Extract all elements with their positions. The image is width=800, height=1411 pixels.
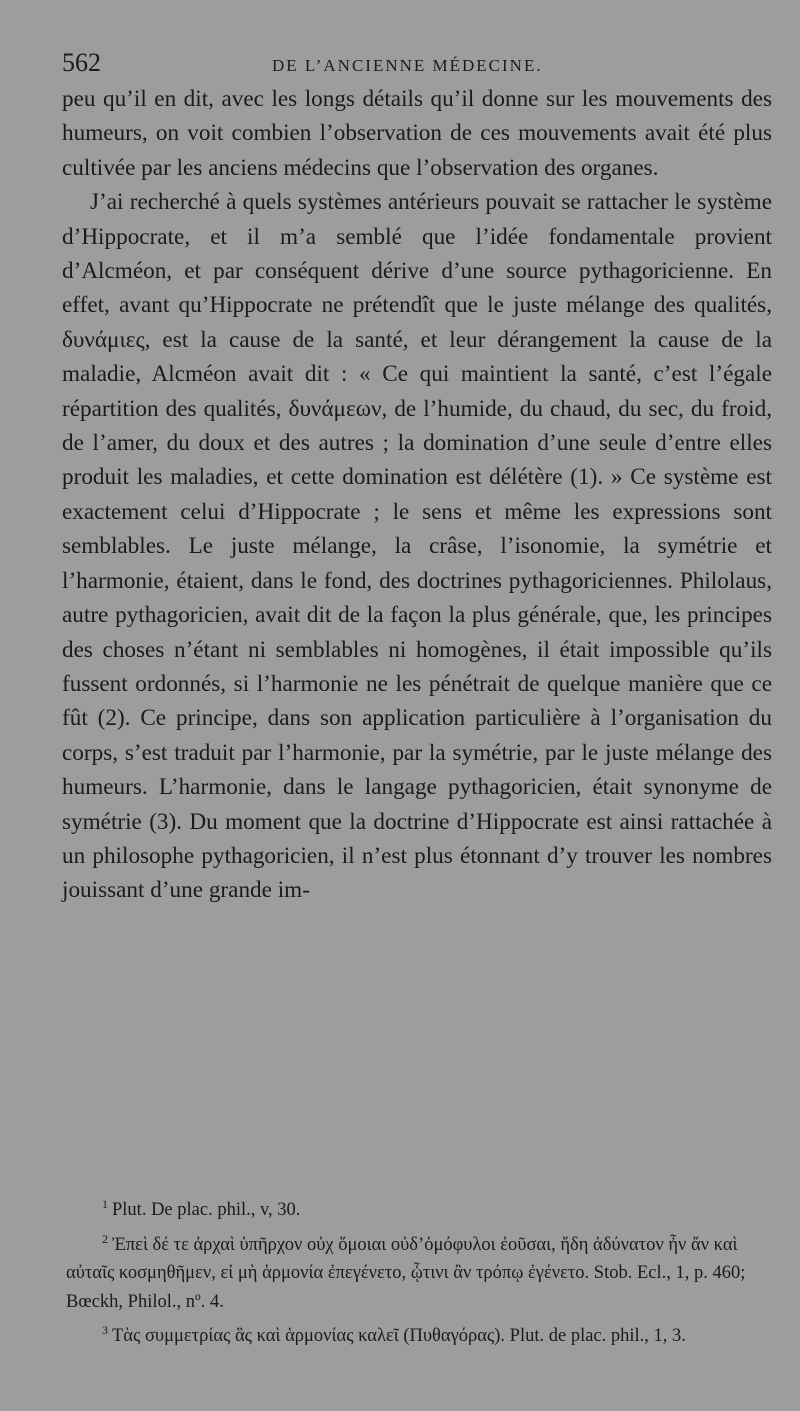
running-title: DE L’ANCIENNE MÉDECINE. [272, 56, 543, 75]
footnotes [66, 1190, 776, 1351]
page-number: 562 [62, 48, 101, 77]
footnote-mark: 2 [102, 1231, 108, 1246]
footnote-mark: 1 [102, 1197, 108, 1211]
footnote-text: Plut. De plac. phil., v, 30. [112, 1200, 301, 1221]
footnote-mark: 3 [102, 1323, 108, 1338]
footnote [66, 1190, 776, 1225]
footnote [66, 1225, 776, 1317]
footnote-text: Ἐπεὶ δέ τε ἀρχαὶ ὑπῆρχον οὐχ ὅμοιαι οὐδ’ὁμόφυλοι ἐοῦσαι, ἤδη ἀδύνατον ἦν ἄν καὶ αὐταῖς κοσμηθῆμεν, εἰ μὴ ἁρμονία ἐπεγένετο, ᾧτινι ἂν τρόπῳ ἐγένετο. Stob. Ecl., 1, p. 460; Bœckh, Philol., nº. 4. [66, 1234, 746, 1312]
main-text [62, 82, 772, 908]
footnote [66, 1316, 776, 1351]
paragraph: peu qu’il en dit, avec les longs détails qu’il donne sur les mouvements des humeurs, on voit combien l’observation de ces mouvements avait été plus cultivée par les anciens médecins que l’observation des organes. [62, 86, 772, 181]
paragraph: J’ai recherché à quels systèmes antérieurs pouvait se rattacher le système d’Hippocrate, et il m’a semblé que l’idée fondamentale provient d’Alcméon, et par conséquent dérive d’une source pythagoricienne. En effet, avant qu’Hippocrate ne prétendît que le juste mélange des qualités, δυνάμιες, est la cause de la santé, et leur dérangement la cause de la maladie, Alcméon avait dit : « Ce qui maintient la santé, c’est l’égale répartition des qualités, δυνάμεων, de l’humide, du chaud, du sec, du froid, de l’amer, du doux et des autres ; la domination d’une seule d’entre elles produit les maladies, et cette domination est délétère (1). » Ce système est exactement celui d’Hippocrate ; le sens et même les expressions sont semblables. Le juste mélange, la crâse, l’isonomie, la symétrie et l’harmonie, étaient, dans le fond, des doctrines pythagoriciennes. Philolaus, autre pythagoricien, avait dit de la façon la plus générale, que, les principes des choses n’étant ni semblables ni homogènes, il était impossible qu’ils fussent ordonnés, si l’harmonie ne les pénétrait de quelque manière que ce fût (2). Ce principe, dans son application particulière à l’organisation du corps, s’est traduit par l’harmonie, par la symétrie, par le juste mélange des humeurs. L’harmonie, dans le langage pythagoricien, était synonyme de symétrie (3). Du moment que la doctrine d’Hippocrate est ainsi rattachée à un philosophe pythagoricien, il n’est plus étonnant d’y trouver les nombres jouissant d’une grande im- [62, 189, 772, 904]
footnote-text: Τὰς συμμετρίας ἃς καὶ ἁρμονίας καλεῖ (Πυθαγόρας). Plut. de plac. phil., 1, 3. [112, 1326, 686, 1347]
